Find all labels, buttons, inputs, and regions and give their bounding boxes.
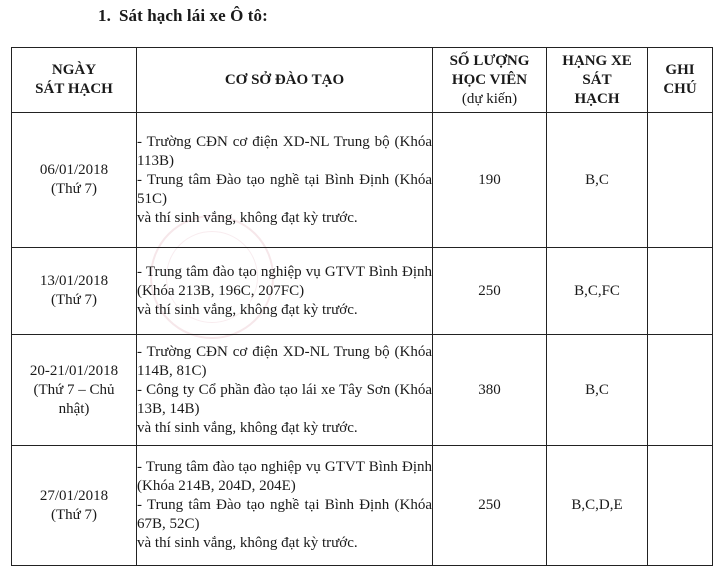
header-date-line1: NGÀY [51,62,97,78]
day-value-cont: nhật) [58,400,90,417]
date-value: 06/01/2018 [39,162,109,178]
facility-line: - Trường CĐN cơ điện XD-NL Trung bộ (Khóa 113B) [137,133,432,169]
header-date [12,48,137,113]
facility-line: và thí sinh vắng, không đạt kỳ trước. [137,209,358,226]
note-cell [648,248,713,335]
table-row [12,248,713,335]
header-row [12,48,713,113]
student-count: 190 [433,113,547,248]
header-count-line1: SỐ LƯỢNG [449,52,530,69]
facility-line: - Công ty Cổ phần đào tạo lái xe Tây Sơn (Khóa 13B, 14B) [137,381,432,417]
facility-line: - Trung tâm Đào tạo nghề tại Bình Định (Khóa 67B, 52C) [137,497,432,532]
section-title: Sát hạch lái xe Ô tô: [118,6,268,25]
header-facility: CƠ SỞ ĐÀO TẠO [137,48,433,113]
license-class: B,C,D,E [547,446,648,566]
license-class: B,C [547,113,648,248]
day-value: (Thứ 7) [50,292,98,308]
exam-date [12,248,137,335]
note-cell [648,113,713,248]
exam-date [12,446,137,566]
header-class-line1: HẠNG XE [562,52,632,69]
header-note-line1: GHI [665,62,695,78]
facility-line: - Trường CĐN cơ điện XD-NL Trung bộ (Khóa 114B, 81C) [137,343,432,379]
day-value: (Thứ 7 – Chủ [33,381,115,398]
table-row [12,446,713,566]
schedule-table [11,47,713,566]
header-note [648,48,713,113]
facility-line: - Trung tâm đào tạo nghiệp vụ GTVT Bình Định (Khóa 214B, 204D, 204E) [137,459,432,494]
date-value: 13/01/2018 [39,273,109,289]
note-cell [648,446,713,566]
header-class-line2: SÁT [582,71,612,88]
license-class: B,C,FC [547,248,648,335]
exam-date [12,335,137,446]
training-facility [137,248,433,335]
training-facility [137,335,433,446]
note-cell [648,335,713,446]
day-value: (Thứ 7) [50,506,98,523]
header-class-line3: HẠCH [574,90,620,107]
facility-line: và thí sinh vắng, không đạt kỳ trước. [137,535,358,551]
header-count-line2: HỌC VIÊN [451,71,528,88]
header-date-line2: SÁT HẠCH [35,81,113,97]
table-row [12,335,713,446]
date-value: 27/01/2018 [39,487,109,504]
training-facility [137,113,433,248]
student-count: 250 [433,248,547,335]
license-class: B,C [547,335,648,446]
facility-line: - Trung tâm đào tạo nghiệp vụ GTVT Bình Định (Khóa 213B, 196C, 207FC) [137,263,432,299]
facility-line: và thí sinh vắng, không đạt kỳ trước. [137,301,358,318]
training-facility [137,446,433,566]
header-note-line2: CHÚ [663,81,697,97]
student-count: 380 [433,335,547,446]
header-count [433,48,547,113]
date-value: 20-21/01/2018 [29,362,119,379]
exam-date [12,113,137,248]
student-count: 250 [433,446,547,566]
section-number: 1. [98,6,111,25]
header-count-note: (dự kiến) [461,90,518,107]
header-class [547,48,648,113]
table-row [12,113,713,248]
facility-line: và thí sinh vắng, không đạt kỳ trước. [137,419,358,436]
section-heading [98,6,268,26]
day-value: (Thứ 7) [50,181,98,197]
facility-line: - Trung tâm Đào tạo nghề tại Bình Định (Khóa 51C) [137,171,432,207]
